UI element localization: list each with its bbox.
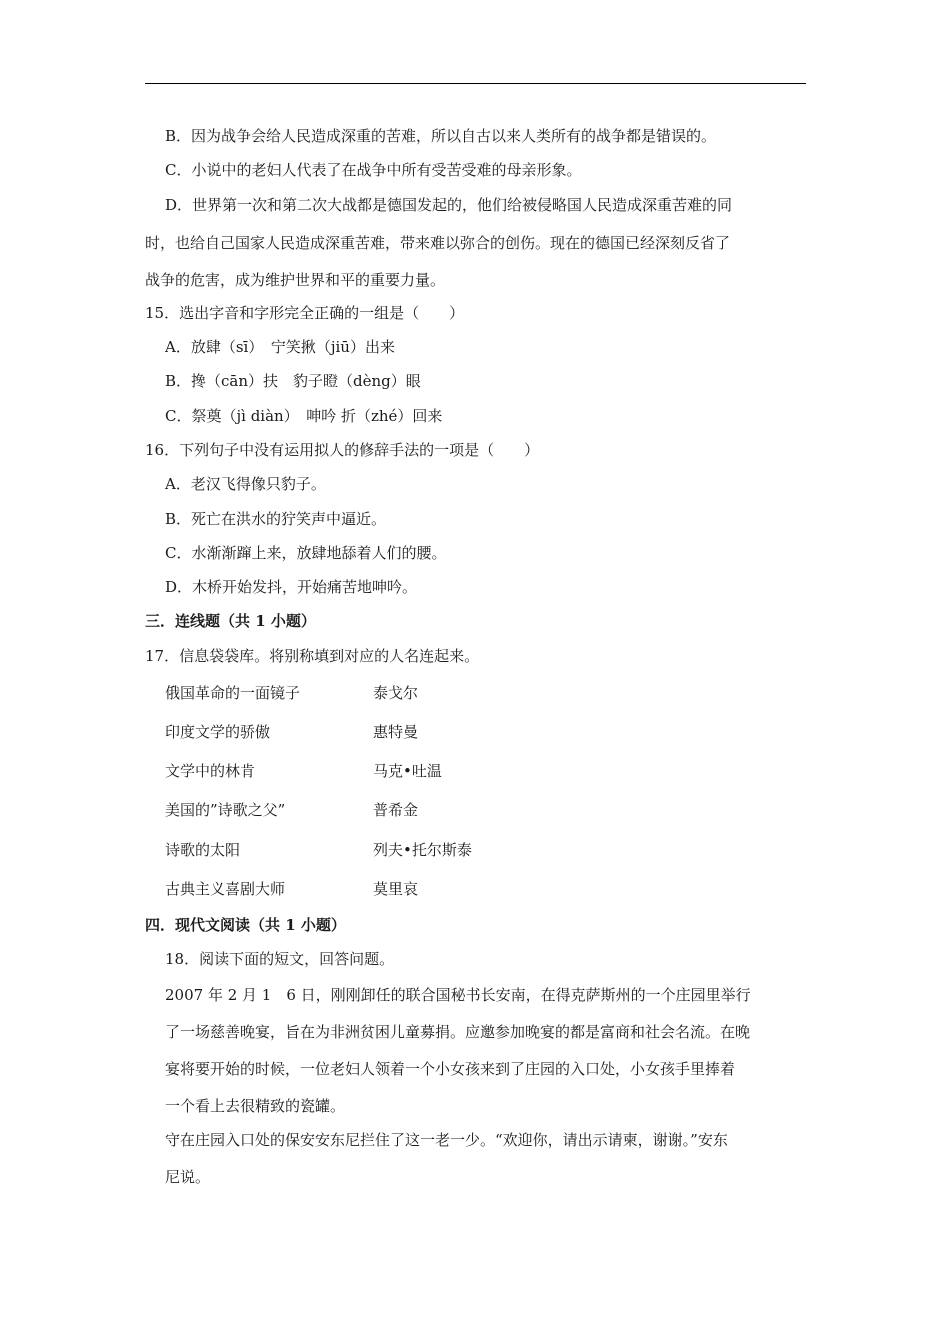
passage-p2-line2: 尼说。	[165, 1168, 211, 1186]
q18-stem: 18．阅读下面的短文，回答问题。	[165, 950, 395, 968]
q15-option-a: A．放肆（sī） 宁笑揪（jiū）出来	[165, 338, 395, 356]
matching-left-5: 诗歌的太阳	[165, 841, 241, 859]
q16-option-c: C．水渐渐蹿上来，放肆地舔着人们的腰。	[165, 544, 447, 562]
q14-option-c: C．小说中的老妇人代表了在战争中所有受苦受难的母亲形象。	[165, 161, 582, 179]
header-rule	[145, 83, 806, 84]
matching-left-4: 美国的”诗歌之父”	[165, 801, 286, 819]
q16-option-b: B．死亡在洪水的狞笑声中逼近。	[165, 510, 387, 528]
matching-right-6: 莫里哀	[373, 880, 419, 898]
passage-p1-line3: 宴将要开始的时候，一位老妇人领着一个小女孩来到了庄园的入口处，小女孩手里捧着	[165, 1060, 736, 1078]
q15-option-c: C．祭奠（jì diàn） 呻吟 折（zhé）回来	[165, 407, 443, 425]
q15-option-b: B．搀（cān）扶 豹子瞪（dèng）眼	[165, 372, 421, 390]
q14-option-d-line2: 时，也给自己国家人民造成深重苦难，带来难以弥合的创伤。现在的德国已经深刻反省了	[145, 234, 731, 252]
passage-p1-line2: 了一场慈善晚宴，旨在为非洲贫困儿童募捐。应邀参加晚宴的都是富商和社会名流。在晚	[165, 1023, 751, 1041]
q14-option-d-line1: D．世界第一次和第二次大战都是德国发起的，他们给被侵略国人民造成深重苦难的同	[165, 196, 733, 214]
matching-right-5: 列夫•托尔斯泰	[373, 841, 472, 859]
matching-left-6: 古典主义喜剧大师	[165, 880, 286, 898]
q16-option-a: A．老汉飞得像只豹子。	[165, 475, 326, 493]
matching-left-2: 印度文学的骄傲	[165, 723, 271, 741]
matching-right-4: 普希金	[373, 801, 419, 819]
q16-option-d: D．木桥开始发抖，开始痛苦地呻吟。	[165, 578, 418, 596]
section-4-heading: 四．现代文阅读（共 1 小题）	[145, 916, 346, 934]
matching-right-1: 泰戈尔	[373, 684, 419, 702]
matching-left-3: 文学中的林肯	[165, 762, 256, 780]
q17-stem: 17．信息袋袋库。将别称填到对应的人名连起来。	[145, 647, 480, 665]
section-3-heading: 三．连线题（共 1 小题）	[145, 612, 316, 630]
matching-right-2: 惠特曼	[373, 723, 419, 741]
passage-p1-line4: 一个看上去很精致的瓷罐。	[165, 1097, 346, 1115]
matching-left-1: 俄国革命的一面镜子	[165, 684, 301, 702]
q15-stem: 15．选出字音和字形完全正确的一组是（ ）	[145, 304, 465, 322]
matching-right-3: 马克•吐温	[373, 762, 442, 780]
q16-stem: 16．下列句子中没有运用拟人的修辞手法的一项是（ ）	[145, 441, 540, 459]
q14-option-b: B．因为战争会给人民造成深重的苦难，所以自古以来人类所有的战争都是错误的。	[165, 127, 717, 145]
passage-p2-line1: 守在庄园入口处的保安安东尼拦住了这一老一少。“欢迎你，请出示请柬，谢谢。”安东	[165, 1131, 728, 1149]
q14-option-d-line3: 战争的危害，成为维护世界和平的重要力量。	[145, 271, 446, 289]
passage-p1-line1: 2007 年 2 月 1 6 日，刚刚卸任的联合国秘书长安南，在得克萨斯州的一个庄园里举行	[165, 986, 751, 1004]
